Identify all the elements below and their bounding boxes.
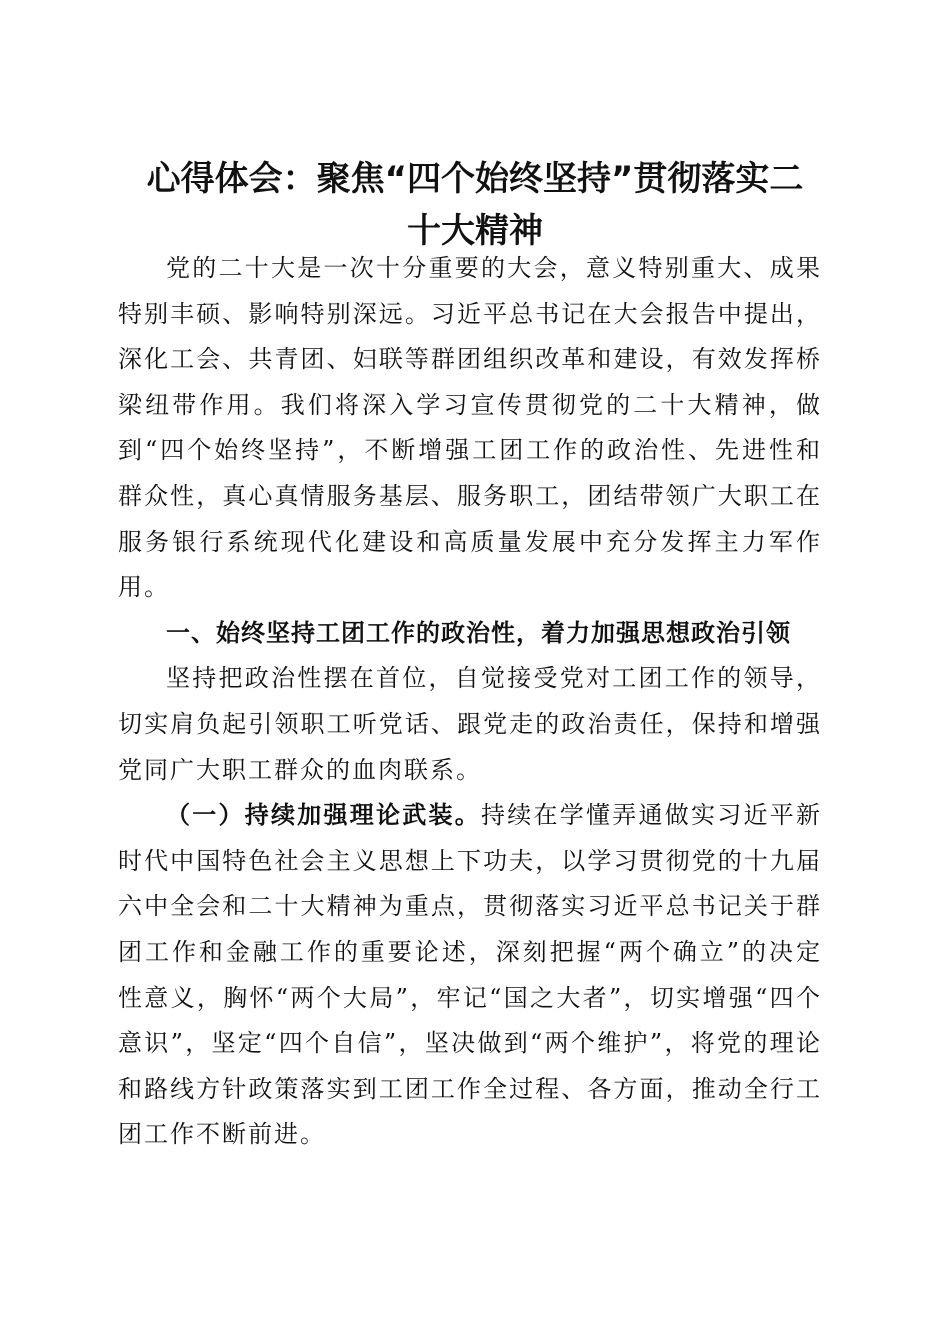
intro-paragraph: 党的二十大是一次十分重要的大会，意义特别重大、成果特别丰硕、影响特别深远。习近平总书记在大会报告中提出，深化工会、共青团、妇联等群团组织改革和建设，有效发挥桥梁纽带作用。我们将深入学习宣传贯彻党的二十大精神，做到“四个始终坚持”，不断增强工团工作的政治性、先进性和群众性，真心真情服务基层、服务职工，团结带领广大职工在服务银行系统现代化建设和高质量发展中充分发挥主力军作用。 — [118, 254, 822, 602]
section-1-heading: 一、始终坚持工团工作的政治性，着力加强思想政治引领 — [166, 618, 791, 647]
title-line-1: 心得体会：聚焦“四个始终坚持”贯彻落实二 — [146, 158, 804, 199]
section-1-paragraph: 坚持把政治性摆在首位，自觉接受党对工团工作的领导，切实肩负起引领职工听党话、跟党走的政治责任，保持和增强党同广大职工群众的血肉联系。 — [118, 664, 822, 784]
document-body — [118, 246, 822, 1158]
document-title — [110, 153, 840, 257]
subsection-1-paragraph — [118, 793, 822, 1158]
title-line-2: 十大精神 — [407, 210, 543, 251]
subsection-1-lead: （一）持续加强理论武装。 — [166, 801, 481, 830]
subsection-1-text: 持续在学懂弄通做实习近平新时代中国特色社会主义思想上下功夫，以学习贯彻党的十九届六中全会和二十大精神为重点，贯彻落实习近平总书记关于群团工作和金融工作的重要论述，深刻把握“两个确立”的决定性意义，胸怀“两个大局”，牢记“国之大者”，切实增强“四个意识”，坚定“四个自信”，坚决做到“两个维护”，将党的理论和路线方针政策落实到工团工作全过程、各方面，推动全行工团工作不断前进。 — [118, 801, 822, 1149]
